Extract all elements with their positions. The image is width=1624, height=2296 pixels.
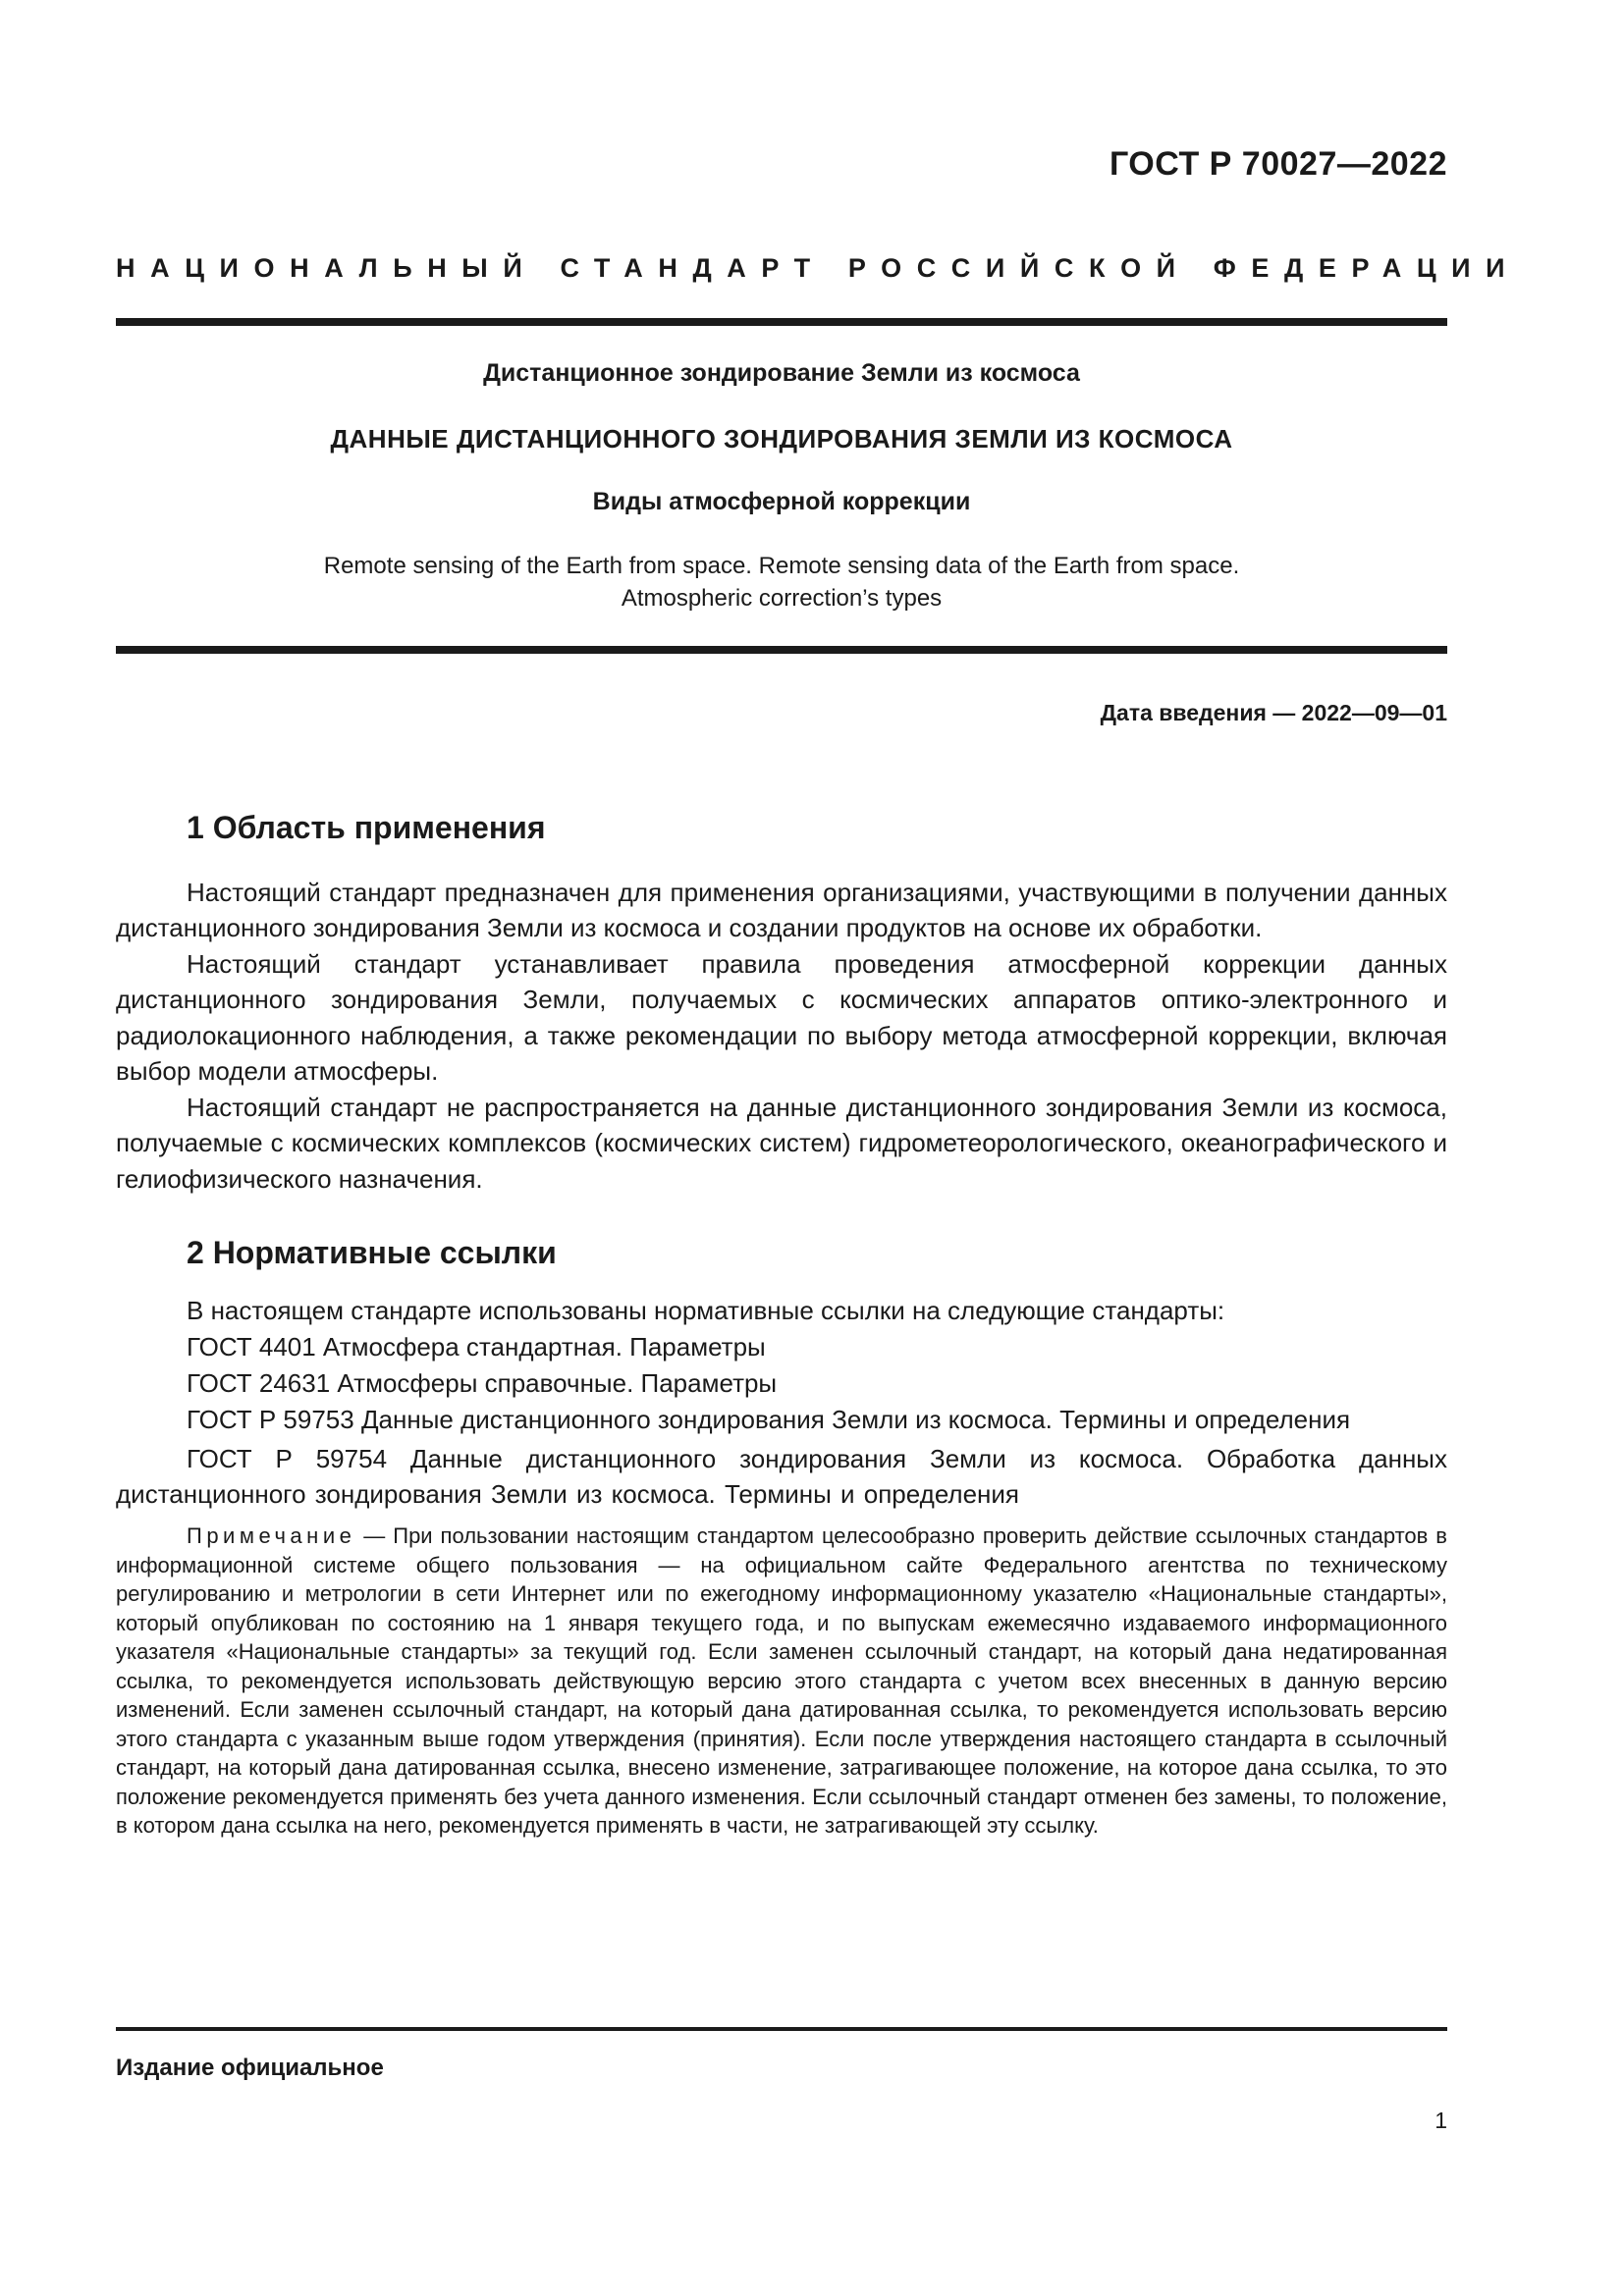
standard-code: ГОСТ Р 70027—2022 <box>1109 145 1447 183</box>
note <box>116 1522 1447 1841</box>
title-line-1: Дистанционное зондирование Земли из космоса <box>483 359 1080 387</box>
references-intro: В настоящем стандарте использованы нормативные ссылки на следующие стандарты: <box>187 1296 1225 1325</box>
section-1-heading: 1 Область применения <box>187 810 546 845</box>
reference-item: ГОСТ Р 59753 Данные дистанционного зондирования Земли из космоса. Термины и определения <box>187 1405 1351 1434</box>
reference-item: ГОСТ Р 59754 Данные дистанционного зондирования Земли из космоса. Обработка данных дистанционного зондирования Земли из космоса. Термины и определения <box>116 1444 1447 1510</box>
english-title-line-2: Atmospheric correction’s types <box>621 585 943 612</box>
reference-item: ГОСТ 4401 Атмосфера стандартная. Параметры <box>187 1332 766 1362</box>
section-1-paragraph-3: Настоящий стандарт не распространяется на данные дистанционного зондирования Земли из космоса, получаемые с космических комплексов (космических систем) гидрометеорологического, океанографического и гелиофизического назначения. <box>116 1093 1447 1194</box>
section-2-heading: 2 Нормативные ссылки <box>187 1235 557 1270</box>
title-line-2: ДАННЫЕ ДИСТАНЦИОННОГО ЗОНДИРОВАНИЯ ЗЕМЛИ ИЗ КОСМОСА <box>330 424 1233 454</box>
footer-rule <box>116 2027 1447 2031</box>
english-title-line-1: Remote sensing of the Earth from space. Remote sensing data of the Earth from space. <box>323 553 1240 579</box>
english-title <box>116 550 1447 614</box>
introduction-date: Дата введения — 2022—09—01 <box>1100 700 1447 725</box>
section-1-paragraph-1: Настоящий стандарт предназначен для применения организациями, участвующими в получении данных дистанционного зондирования Земли из космоса и создании продуктов на основе их обработки. <box>116 878 1447 943</box>
national-standard-banner: НАЦИОНАЛЬНЫЙ СТАНДАРТ РОССИЙСКОЙ ФЕДЕРАЦИИ <box>116 253 1521 283</box>
reference-item: ГОСТ 24631 Атмосферы справочные. Параметры <box>187 1368 778 1398</box>
title-line-3: Виды атмосферной коррекции <box>592 488 971 515</box>
note-label: Примечание <box>187 1523 356 1548</box>
official-edition-label: Издание официальное <box>116 2055 384 2081</box>
title-bottom-rule <box>116 646 1447 654</box>
page-number: 1 <box>1435 2108 1447 2133</box>
top-rule <box>116 318 1447 326</box>
note-text: — При пользовании настоящим стандартом целесообразно проверить действие ссылочных стандартов в информационной системе общего пользования — на официальном сайте Федерального агентства по техническому регулированию и метрологии в сети Интернет или по ежегодному информационному указателю «Национальные стандарты», который опубликован по состоянию на 1 января текущего года, и по выпускам ежемесячно издаваемого информационного указателя «Национальные стандарты» за текущий год. Если заменен ссылочный стандарт, на который дана недатированная ссылка, то рекомендуется использовать действующую версию этого стандарта с учетом всех внесенных в данную версию изменений. Если заменен ссылочный стандарт, на который дана датированная ссылка, то рекомендуется использовать версию этого стандарта с указанным выше годом утверждения (принятия). Если после утверждения настоящего стандарта в ссылочный стандарт, на который дана датированная ссылка, внесено изменение, затрагивающее положение, на которое дана ссылка, то это положение рекомендуется применять без учета данного изменения. Если ссылочный стандарт отменен без замены, то положение, в котором дана ссылка на него, рекомендуется применять в части, не затрагивающей эту ссылку. <box>116 1523 1447 1838</box>
section-1-paragraph-2: Настоящий стандарт устанавливает правила проведения атмосферной коррекции данных дистанционного зондирования Земли, получаемых с космических аппаратов оптико-электронного и радиолокационного наблюдения, а также рекомендации по выбору метода атмосферной коррекции, включая выбор модели атмосферы. <box>116 949 1447 1086</box>
